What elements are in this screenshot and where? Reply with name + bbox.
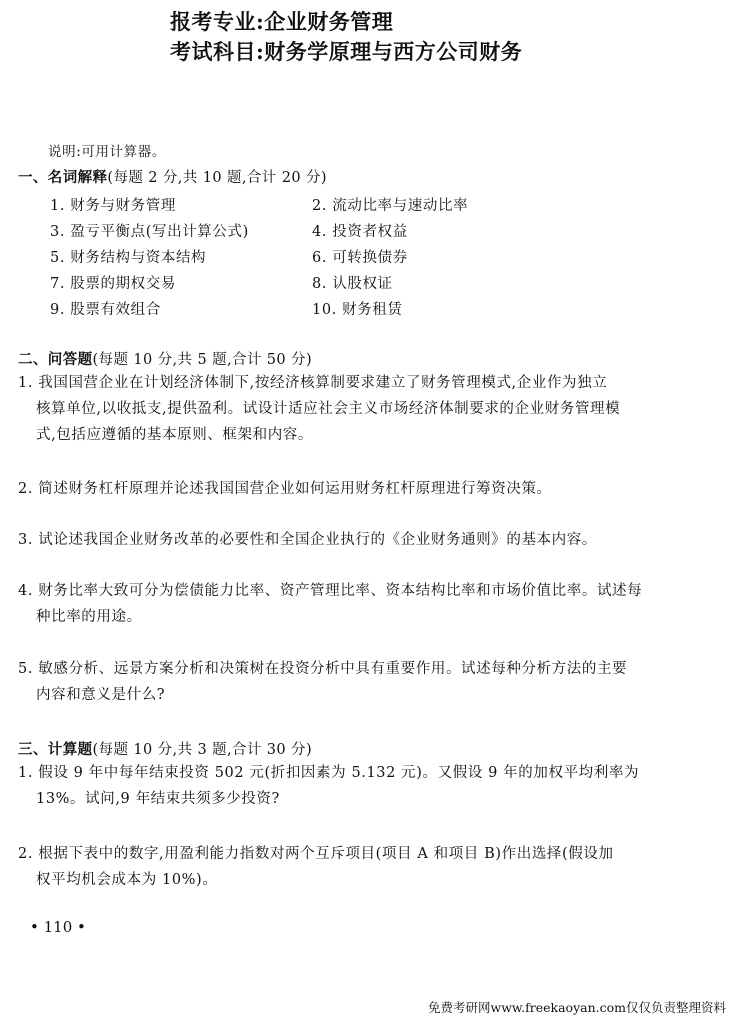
footer-watermark: 免费考研网www.freekaoyan.com仅仅负责整理资料 (428, 1000, 726, 1015)
section-2-heading (18, 348, 312, 369)
question-line: 1. 我国国营企业在计划经济体制下,按经济核算制要求建立了财务管理模式,企业作为独立 (18, 375, 608, 391)
question-line: 2. 简述财务杠杆原理并论述我国国营企业如何运用财务杠杆原理进行筹资决策。 (18, 481, 552, 497)
term-item: 9. 股票有效组合 (50, 302, 161, 318)
question-line: 核算单位,以收抵支,提供盈利。试设计适应社会主义市场经济体制要求的企业财务管理模 (36, 401, 621, 417)
section-1-title: 一、名词解释 (18, 169, 108, 186)
question-line: 1. 假设 9 年中每年结束投资 502 元(折扣因素为 5.132 元)。又假设 9 年的加权平均利率为 (18, 765, 640, 781)
question-line: 13%。试问,9 年结束共须多少投资? (36, 791, 280, 807)
question-3-2 (18, 841, 614, 893)
question-2-1 (18, 370, 620, 448)
question-line: 权平均机会成本为 10%)。 (36, 872, 218, 888)
question-line: 4. 财务比率大致可分为偿债能力比率、资产管理比率、资本结构比率和市场价值比率。试述每 (18, 583, 643, 599)
question-line: 5. 敏感分析、远景方案分析和决策树在投资分析中具有重要作用。试述每种分析方法的主要 (18, 661, 628, 677)
term-item: 4. 投资者权益 (312, 224, 408, 240)
section-3-heading (18, 738, 312, 759)
term-item: 8. 认股权证 (312, 276, 393, 292)
exam-subject-title: 考试科目:财务学原理与西方公司财务 (170, 39, 523, 64)
section-1-rule: (每题 2 分,共 10 题,合计 20 分) (107, 170, 327, 186)
term-item: 6. 可转换债券 (312, 250, 408, 266)
section-3-title: 三、计算题 (18, 741, 93, 758)
exam-major-title: 报考专业:企业财务管理 (170, 9, 394, 34)
question-2-5 (18, 656, 627, 708)
section-3-rule: (每题 10 分,共 3 题,合计 30 分) (92, 742, 313, 758)
question-2-2 (18, 476, 552, 502)
question-line: 3. 试论述我国企业财务改革的必要性和全国企业执行的《企业财务通则》的基本内容。 (18, 532, 597, 548)
question-line: 2. 根据下表中的数字,用盈利能力指数对两个互斥项目(项目 A 和项目 B)作出选择(假设加 (18, 846, 614, 862)
section-2-rule: (每题 10 分,共 5 题,合计 50 分) (92, 352, 313, 368)
question-line: 内容和意义是什么? (36, 687, 166, 703)
question-2-3 (18, 527, 597, 553)
term-item: 7. 股票的期权交易 (50, 276, 176, 292)
term-item: 3. 盈亏平衡点(写出计算公式) (50, 224, 249, 240)
page-number: • 110 • (30, 918, 86, 936)
instruction-note: 说明:可用计算器。 (48, 144, 166, 160)
question-2-4 (18, 578, 642, 630)
section-1-heading (18, 166, 327, 187)
question-3-1 (18, 760, 639, 812)
section-2-title: 二、问答题 (18, 351, 93, 368)
question-line: 种比率的用途。 (36, 609, 142, 625)
term-item: 10. 财务租赁 (312, 302, 403, 318)
term-item: 5. 财务结构与资本结构 (50, 250, 207, 266)
question-line: 式,包括应遵循的基本原则、框架和内容。 (36, 427, 314, 443)
term-item: 1. 财务与财务管理 (50, 198, 176, 214)
term-item: 2. 流动比率与速动比率 (312, 198, 469, 214)
